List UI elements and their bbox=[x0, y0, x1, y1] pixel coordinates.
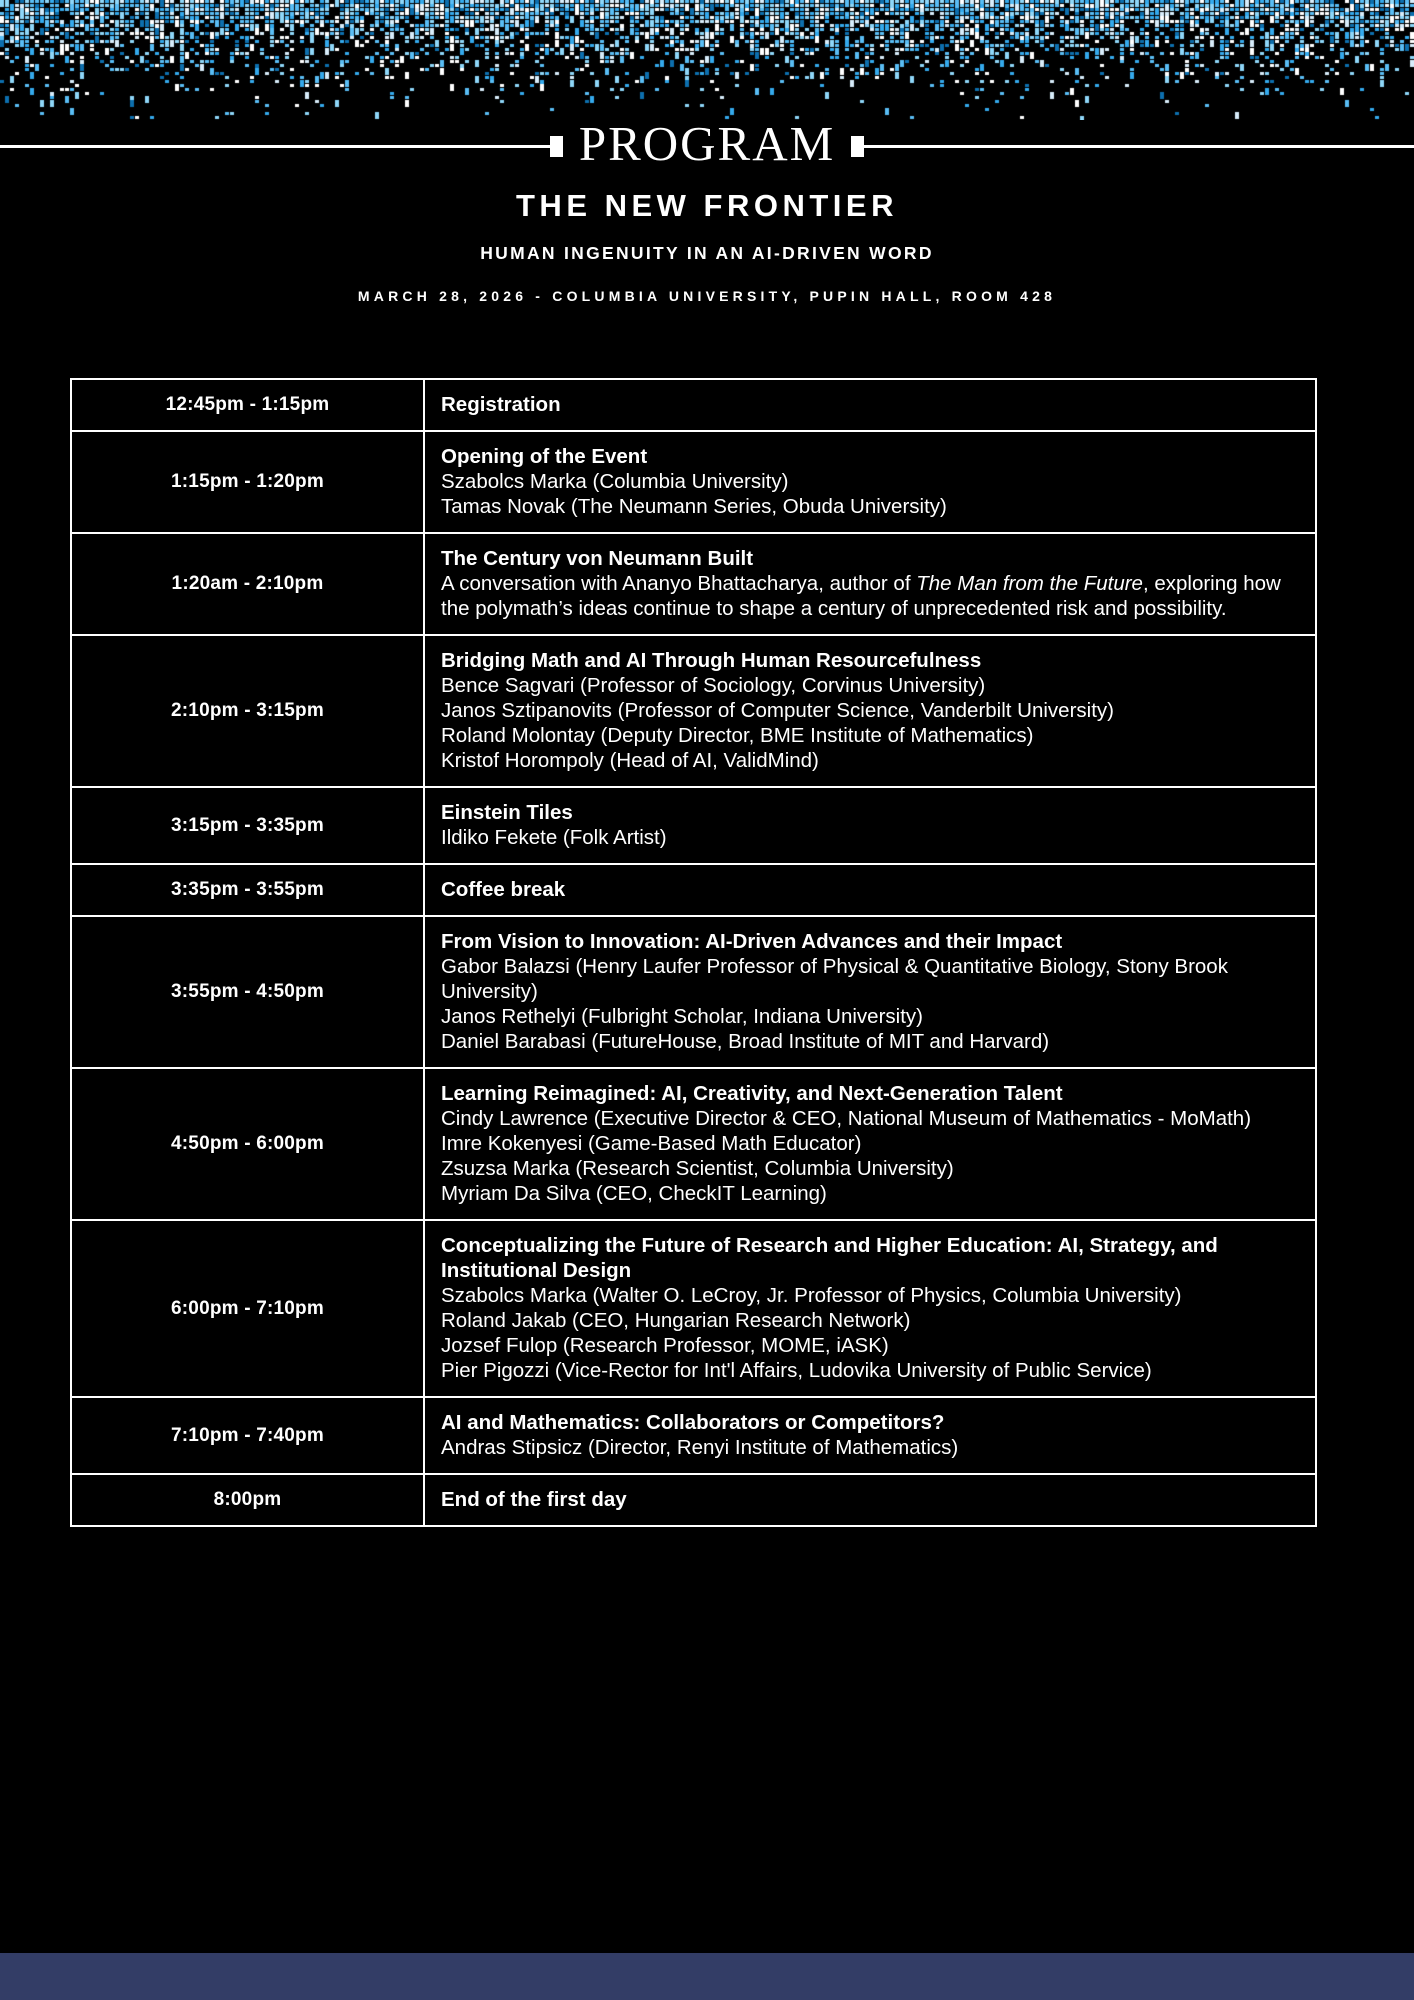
session-title: Learning Reimagined: AI, Creativity, and Next-Generation Talent bbox=[441, 1082, 1063, 1105]
session-time: 3:55pm - 4:50pm bbox=[71, 916, 424, 1068]
schedule-row bbox=[71, 1220, 1316, 1397]
session-time: 4:50pm - 6:00pm bbox=[71, 1068, 424, 1220]
schedule-body bbox=[71, 379, 1316, 1526]
session-speaker: Pier Pigozzi (Vice-Rector for Int'l Affairs, Ludovika University of Public Service) bbox=[441, 1359, 1152, 1382]
program-title-row bbox=[0, 115, 1414, 174]
session-speaker: Daniel Barabasi (FutureHouse, Broad Institute of MIT and Harvard) bbox=[441, 1030, 1050, 1053]
event-subtitle: HUMAN INGENUITY IN AN AI-DRIVEN WORD bbox=[480, 243, 934, 263]
session-speaker: Zsuzsa Marka (Research Scientist, Columbia University) bbox=[441, 1157, 954, 1180]
session-speaker: Roland Jakab (CEO, Hungarian Research Network) bbox=[441, 1309, 911, 1332]
session-speaker: Tamas Novak (The Neumann Series, Obuda University) bbox=[441, 495, 947, 518]
page-title: PROGRAM bbox=[578, 115, 836, 171]
session-cell bbox=[424, 431, 1316, 533]
session-time: 1:20am - 2:10pm bbox=[71, 533, 424, 635]
session-speaker: Ildiko Fekete (Folk Artist) bbox=[441, 826, 667, 849]
session-cell bbox=[424, 533, 1316, 635]
session-cell bbox=[424, 1397, 1316, 1474]
session-speaker: Szabolcs Marka (Walter O. LeCroy, Jr. Professor of Physics, Columbia University) bbox=[441, 1284, 1182, 1307]
session-speaker: Kristof Horompoly (Head of AI, ValidMind) bbox=[441, 749, 819, 772]
session-title: Einstein Tiles bbox=[441, 801, 573, 824]
schedule-table bbox=[70, 378, 1317, 1527]
rule-left bbox=[0, 145, 550, 148]
session-title: The Century von Neumann Built bbox=[441, 547, 754, 570]
session-speaker: Imre Kokenyesi (Game-Based Math Educator) bbox=[441, 1132, 862, 1155]
session-time: 2:10pm - 3:15pm bbox=[71, 635, 424, 787]
session-cell bbox=[424, 1220, 1316, 1397]
session-time: 7:10pm - 7:40pm bbox=[71, 1397, 424, 1474]
schedule-row bbox=[71, 431, 1316, 533]
session-cell bbox=[424, 1474, 1316, 1526]
session-speaker: Janos Sztipanovits (Professor of Computer Science, Vanderbilt University) bbox=[441, 699, 1114, 722]
mosaic-canvas bbox=[0, 0, 1414, 120]
pixel-mosaic-banner bbox=[0, 0, 1414, 120]
session-speaker: Janos Rethelyi (Fulbright Scholar, Indiana University) bbox=[441, 1005, 923, 1028]
session-title: Bridging Math and AI Through Human Resourcefulness bbox=[441, 649, 982, 672]
session-time: 6:00pm - 7:10pm bbox=[71, 1220, 424, 1397]
schedule-row bbox=[71, 864, 1316, 916]
session-cell bbox=[424, 1068, 1316, 1220]
session-title: From Vision to Innovation: AI-Driven Advances and their Impact bbox=[441, 930, 1063, 953]
poster-header bbox=[0, 115, 1414, 306]
session-title: Coffee break bbox=[441, 878, 566, 901]
session-time: 1:15pm - 1:20pm bbox=[71, 431, 424, 533]
schedule-row bbox=[71, 1397, 1316, 1474]
session-cell bbox=[424, 787, 1316, 864]
schedule-row bbox=[71, 533, 1316, 635]
session-speaker: Cindy Lawrence (Executive Director & CEO, National Museum of Mathematics - MoMath) bbox=[441, 1107, 1252, 1130]
session-title: Opening of the Event bbox=[441, 445, 648, 468]
session-cell bbox=[424, 916, 1316, 1068]
session-speaker: Andras Stipsicz (Director, Renyi Institute of Mathematics) bbox=[441, 1436, 959, 1459]
session-time: 3:35pm - 3:55pm bbox=[71, 864, 424, 916]
session-time: 3:15pm - 3:35pm bbox=[71, 787, 424, 864]
schedule-row bbox=[71, 1474, 1316, 1526]
event-details: MARCH 28, 2026 - COLUMBIA UNIVERSITY, PUPIN HALL, ROOM 428 bbox=[357, 288, 1057, 304]
schedule-row bbox=[71, 1068, 1316, 1220]
session-title: Conceptualizing the Future of Research and Higher Education: AI, Strategy, and Institutional Design bbox=[441, 1234, 1218, 1282]
rule-right bbox=[864, 145, 1414, 148]
session-title: Registration bbox=[441, 393, 561, 416]
session-speaker: Bence Sagvari (Professor of Sociology, Corvinus University) bbox=[441, 674, 986, 697]
session-cell bbox=[424, 635, 1316, 787]
session-time: 12:45pm - 1:15pm bbox=[71, 379, 424, 431]
schedule-row bbox=[71, 379, 1316, 431]
square-ornament-right bbox=[851, 136, 864, 157]
session-speaker: Gabor Balazsi (Henry Laufer Professor of Physical & Quantitative Biology, Stony Brook University) bbox=[441, 955, 1228, 1003]
session-title: End of the first day bbox=[441, 1488, 627, 1511]
schedule-row bbox=[71, 787, 1316, 864]
session-speaker: Jozsef Fulop (Research Professor, MOME, iASK) bbox=[441, 1334, 889, 1357]
bottom-accent-bar bbox=[0, 1953, 1414, 2000]
schedule-row bbox=[71, 916, 1316, 1068]
session-speaker: Myriam Da Silva (CEO, CheckIT Learning) bbox=[441, 1182, 827, 1205]
session-speaker: Szabolcs Marka (Columbia University) bbox=[441, 470, 789, 493]
session-speaker: Roland Molontay (Deputy Director, BME Institute of Mathematics) bbox=[441, 724, 1034, 747]
square-ornament-left bbox=[550, 136, 563, 157]
session-cell bbox=[424, 864, 1316, 916]
schedule-row bbox=[71, 635, 1316, 787]
session-time: 8:00pm bbox=[71, 1474, 424, 1526]
session-cell bbox=[424, 379, 1316, 431]
session-title: AI and Mathematics: Collaborators or Competitors? bbox=[441, 1411, 945, 1434]
event-title: THE NEW FRONTIER bbox=[516, 188, 898, 223]
session-description: A conversation with Ananyo Bhattacharya, author of The Man from the Future, exploring how the polymath’s ideas continue to shape a century of unprecedented risk and possibility. bbox=[441, 572, 1281, 620]
